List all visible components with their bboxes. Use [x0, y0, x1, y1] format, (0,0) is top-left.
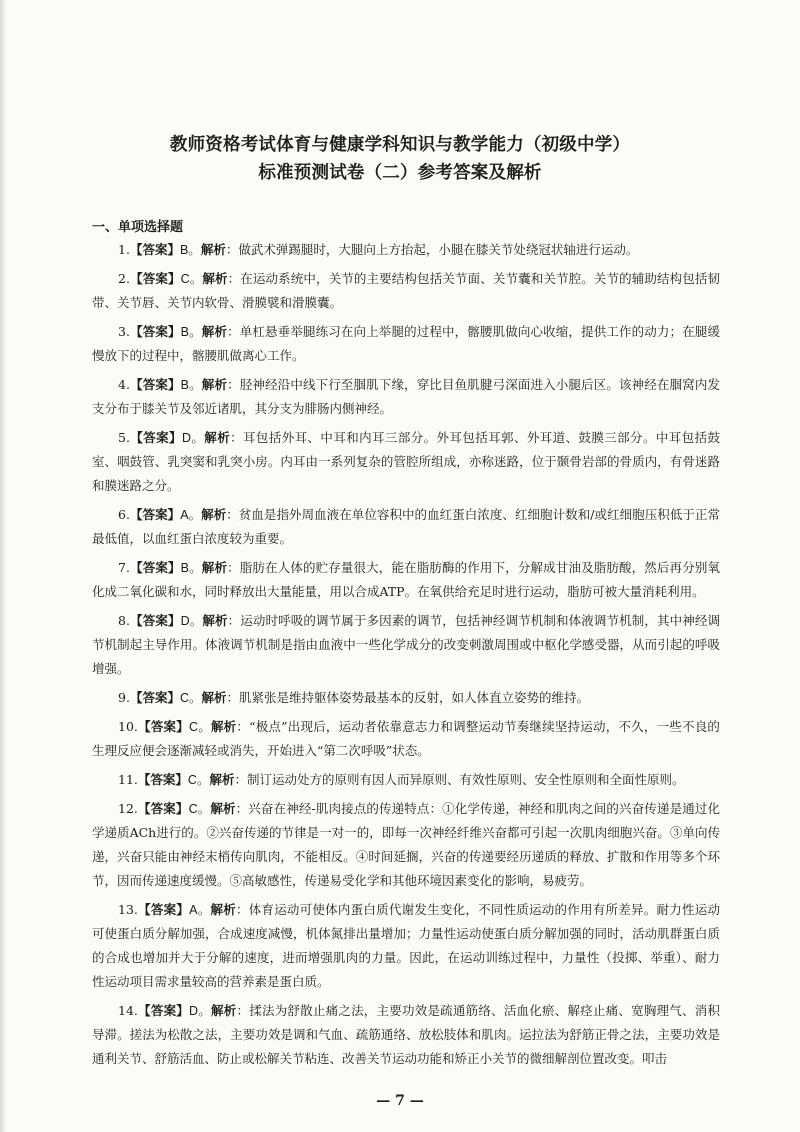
answer-option: A: [180, 508, 189, 522]
item-number: 4.: [118, 377, 130, 392]
analysis-text: 兴奋在神经-肌肉接点的传递特点：①化学传递，神经和肌肉之间的兴奋传递是通过化学递质ACh进行的。②兴奋传递的节律是一对一的，即每一次神经纤维兴奋都可引起一次肌肉细胞兴奋。③单向传递，兴奋只能由神经末梢传向肌肉，不能相反。④时间延搁，兴奋的传递要经历递质的释放、扩散和作用等多个环节，因而传递速度缓慢。⑤高敏感性，传递易受化学和其他环境因素变化的影响，易疲劳。: [92, 801, 720, 888]
analysis-label: 解析: [201, 324, 228, 339]
analysis-text: 揉法为舒散止痛之法，主要功效是疏通筋络、活血化瘀、解痉止痛、宽胸理气、消积导滞。搓法为松散之法，主要功效是调和气血、疏筋通络、放松肢体和肌肉。运拉法为舒筋正骨之法，主要功效是通利关节、舒筋活血、防止或松解关节粘连、改善关节运动功能和矫正小关节的微细解剖位置改变。叩击: [92, 1003, 720, 1066]
analysis-label: 解析: [200, 242, 226, 257]
item-number: 12.: [118, 801, 138, 816]
analysis-text: 脂肪在人体的贮存量很大，能在脂肪酶的作用下，分解成甘油及脂肪酸，然后再分别氧化成二氧化碳和水，同时释放出大量能量，用以合成ATP。在氧供给充足时进行运动，脂肪可被大量消耗利用。: [92, 560, 720, 599]
answer-tag: 【答案】: [137, 772, 188, 787]
analysis-label: 解析: [210, 719, 237, 734]
analysis-text: 制订运动处方的原则有因人而异原则、有效性原则、安全性原则和全面性原则。: [246, 772, 685, 787]
answer-option: C: [187, 773, 197, 787]
analysis-label: 解析: [201, 560, 228, 575]
answer-option: A: [189, 903, 198, 917]
answer-tag: 【答案】: [137, 719, 189, 734]
answer-item: 4.【答案】B。解析：胫神经沿中线下行至腘肌下缘，穿比目鱼肌腱弓深面进入小腿后区。该神经在腘窝内发支分布于膝关节及邻近诸肌，其分支为腓肠内侧神经。: [92, 377, 720, 416]
analysis-label: 解析: [201, 507, 227, 522]
answer-tag: 【答案】: [129, 242, 180, 257]
answer-tag: 【答案】: [129, 430, 182, 445]
answer-option: C: [180, 272, 190, 286]
item-number: 7.: [118, 560, 130, 575]
title-line-2: 标准预测试卷（二）参考答案及解析: [258, 163, 542, 183]
analysis-label: 解析: [201, 377, 228, 392]
answer-tag: 【答案】: [129, 690, 180, 705]
item-number: 1.: [118, 242, 130, 257]
analysis-label: 解析: [202, 271, 228, 286]
answer-item: 5.【答案】D。解析：耳包括外耳、中耳和内耳三部分。外耳包括耳郭、外耳道、鼓膜三部分。中耳包括鼓室、咽鼓管、乳突窦和乳突小房。内耳由一系列复杂的管腔所组成，亦称迷路，位于颞骨岩部的骨质内，有骨迷路和膜迷路之分。: [92, 430, 720, 493]
answer-option: B: [180, 325, 189, 339]
answer-tag: 【答案】: [129, 377, 181, 392]
analysis-label: 解析: [211, 1003, 237, 1018]
answer-option: D: [181, 431, 191, 445]
answer-option: B: [180, 378, 189, 392]
answer-option: C: [179, 691, 189, 705]
answer-item: 10.【答案】C。解析：“极点”出现后，运动者依靠意志力和调整运动节奏继续坚持运动，不久，一些不良的生理反应便会逐渐减轻或消失，开始进入“第二次呼吸”状态。: [92, 719, 720, 758]
section-heading: 一、单项选择题: [92, 220, 184, 235]
answer-tag: 【答案】: [129, 271, 181, 286]
analysis-text: 胫神经沿中线下行至腘肌下缘，穿比目鱼肌腱弓深面进入小腿后区。该神经在腘窝内发支分布于膝关节及邻近诸肌，其分支为腓肠内侧神经。: [92, 377, 720, 416]
answer-tag: 【答案】: [137, 801, 189, 816]
item-number: 14.: [118, 1003, 138, 1018]
answer-item: 1.【答案】B。解析：做武术弹踢腿时，大腿向上方抬起，小腿在膝关节处绕冠状轴进行运动。: [118, 242, 639, 257]
analysis-label: 解析: [210, 801, 236, 816]
item-number: 9.: [118, 690, 130, 705]
answer-item: 11.【答案】C。解析：制订运动处方的原则有因人而异原则、有效性原则、安全性原则和全面性原则。: [118, 772, 685, 787]
analysis-label: 解析: [202, 613, 228, 628]
answer-tag: 【答案】: [137, 1003, 190, 1018]
analysis-text: 贫血是指外周血液在单位容积中的血红蛋白浓度、红细胞计数和/或红细胞压积低于正常最低值，以血红蛋白浓度较为重要。: [92, 507, 720, 546]
answer-item: 13.【答案】A。解析：体育运动可使体内蛋白质代谢发生变化，不同性质运动的作用有所差异。耐力性运动可使蛋白质分解加强，合成速度减慢，机体氮排出量增加；力量性运动使蛋白质分解加强的同时，活动肌群蛋白质的合成也增加并大于分解的速度，进而增强肌肉的力量。因此，在运动训练过程中，力量性（投掷、举重）、耐力性运动项目需求量较高的营养素是蛋白质。: [92, 902, 720, 989]
answer-item: 14.【答案】D。解析：揉法为舒散止痛之法，主要功效是疏通筋络、活血化瘀、解痉止痛、宽胸理气、消积导滞。搓法为松散之法，主要功效是调和气血、疏筋通络、放松肢体和肌肉。运拉法为舒筋正骨之法，主要功效是通利关节、舒筋活血、防止或松解关节粘连、改善关节运动功能和矫正小关节的微细解剖位置改变。叩击: [92, 1003, 720, 1066]
answer-tag: 【答案】: [137, 902, 190, 917]
item-number: 5.: [118, 430, 130, 445]
answer-item: 9.【答案】C。解析：肌紧张是维持躯体姿势最基本的反射，如人体直立姿势的维持。: [118, 690, 590, 705]
analysis-text: 运动时呼吸的调节属于多因素的调节，包括神经调节机制和体液调节机制，其中神经调节机制起主导作用。体液调节机制是指由血液中一些化学成分的改变刺激周围或中枢化学感受器，从而引起的呼吸增强。: [92, 613, 720, 676]
answer-tag: 【答案】: [129, 560, 181, 575]
answer-item: 3.【答案】B。解析：单杠悬垂举腿练习在向上举腿的过程中，髂腰肌做向心收缩，提供工作的动力；在腿缓慢放下的过程中，髂腰肌做离心工作。: [92, 324, 720, 363]
answer-tag: 【答案】: [129, 507, 181, 522]
answer-option: B: [180, 561, 189, 575]
answer-item: 2.【答案】C。解析：在运动系统中，关节的主要结构包括关节面、关节囊和关节腔。关节的辅助结构包括韧带、关节唇、关节内软骨、滑膜襞和滑膜囊。: [92, 271, 720, 310]
analysis-label: 解析: [201, 690, 227, 705]
answer-item: 6.【答案】A。解析：贫血是指外周血液在单位容积中的血红蛋白浓度、红细胞计数和/或红细胞压积低于正常最低值，以血红蛋白浓度较为重要。: [92, 507, 720, 546]
analysis-text: 耳包括外耳、中耳和内耳三部分。外耳包括耳郭、外耳道、鼓膜三部分。中耳包括鼓室、咽鼓管、乳突窦和乳突小房。内耳由一系列复杂的管腔所组成，亦称迷路，位于颞骨岩部的骨质内，有骨迷路和膜迷路之分。: [92, 430, 720, 493]
item-number: 6.: [118, 507, 130, 522]
answer-list: [92, 238, 720, 1076]
item-number: 2.: [118, 271, 130, 286]
item-number: 3.: [118, 324, 130, 339]
answer-option: D: [180, 614, 190, 628]
answer-item: 12.【答案】C。解析：兴奋在神经-肌肉接点的传递特点：①化学传递，神经和肌肉之间的兴奋传递是通过化学递质ACh进行的。②兴奋传递的节律是一对一的，即每一次神经纤维兴奋都可引起一次肌肉细胞兴奋。③单向传递，兴奋只能由神经末梢传向肌肉，不能相反。④时间延搁，兴奋的传递要经历递质的释放、扩散和作用等多个环节，因而传递速度缓慢。⑤高敏感性，传递易受化学和其他环境因素变化的影响，易疲劳。: [92, 801, 720, 888]
analysis-label: 解析: [210, 902, 236, 917]
analysis-label: 解析: [209, 772, 235, 787]
document-title: [0, 131, 800, 187]
answer-option: C: [188, 720, 199, 734]
analysis-text: 单杠悬垂举腿练习在向上举腿的过程中，髂腰肌做向心收缩，提供工作的动力；在腿缓慢放下的过程中，髂腰肌做离心工作。: [92, 324, 720, 363]
answer-option: B: [179, 243, 189, 257]
analysis-text: 做武术弹踢腿时，大腿向上方抬起，小腿在膝关节处绕冠状轴进行运动。: [238, 242, 639, 257]
page-number: — 7 —: [376, 1093, 424, 1109]
analysis-text: “极点”出现后，运动者依靠意志力和调整运动节奏继续坚持运动，不久，一些不良的生理反应便会逐渐减轻或消失，开始进入“第二次呼吸”状态。: [92, 719, 720, 758]
item-number: 10.: [118, 719, 138, 734]
analysis-text: 在运动系统中，关节的主要结构包括关节面、关节囊和关节腔。关节的辅助结构包括韧带、关节唇、关节内软骨、滑膜襞和滑膜囊。: [92, 271, 720, 310]
answer-item: 7.【答案】B。解析：脂肪在人体的贮存量很大，能在脂肪酶的作用下，分解成甘油及脂肪酸，然后再分别氧化成二氧化碳和水，同时释放出大量能量，用以合成ATP。在氧供给充足时进行运动，脂肪可被大量消耗利用。: [92, 560, 720, 599]
item-number: 11.: [118, 772, 138, 787]
answer-tag: 【答案】: [129, 613, 181, 628]
answer-tag: 【答案】: [129, 324, 181, 339]
answer-option: D: [189, 1004, 199, 1018]
analysis-text: 肌紧张是维持躯体姿势最基本的反射，如人体直立姿势的维持。: [239, 690, 590, 705]
answer-option: C: [188, 802, 198, 816]
analysis-text: 体育运动可使体内蛋白质代谢发生变化，不同性质运动的作用有所差异。耐力性运动可使蛋白质分解加强，合成速度减慢，机体氮排出量增加；力量性运动使蛋白质分解加强的同时，活动肌群蛋白质的合成也增加并大于分解的速度，进而增强肌肉的力量。因此，在运动训练过程中，力量性（投掷、举重）、耐力性运动项目需求量较高的营养素是蛋白质。: [92, 902, 720, 989]
analysis-label: 解析: [204, 430, 231, 445]
title-line-1: 教师资格考试体育与健康学科知识与教学能力（初级中学）: [169, 135, 631, 155]
answer-item: 8.【答案】D。解析：运动时呼吸的调节属于多因素的调节，包括神经调节机制和体液调节机制，其中神经调节机制起主导作用。体液调节机制是指由血液中一些化学成分的改变刺激周围或中枢化学感受器，从而引起的呼吸增强。: [92, 613, 720, 676]
item-number: 8.: [118, 613, 130, 628]
item-number: 13.: [118, 902, 138, 917]
